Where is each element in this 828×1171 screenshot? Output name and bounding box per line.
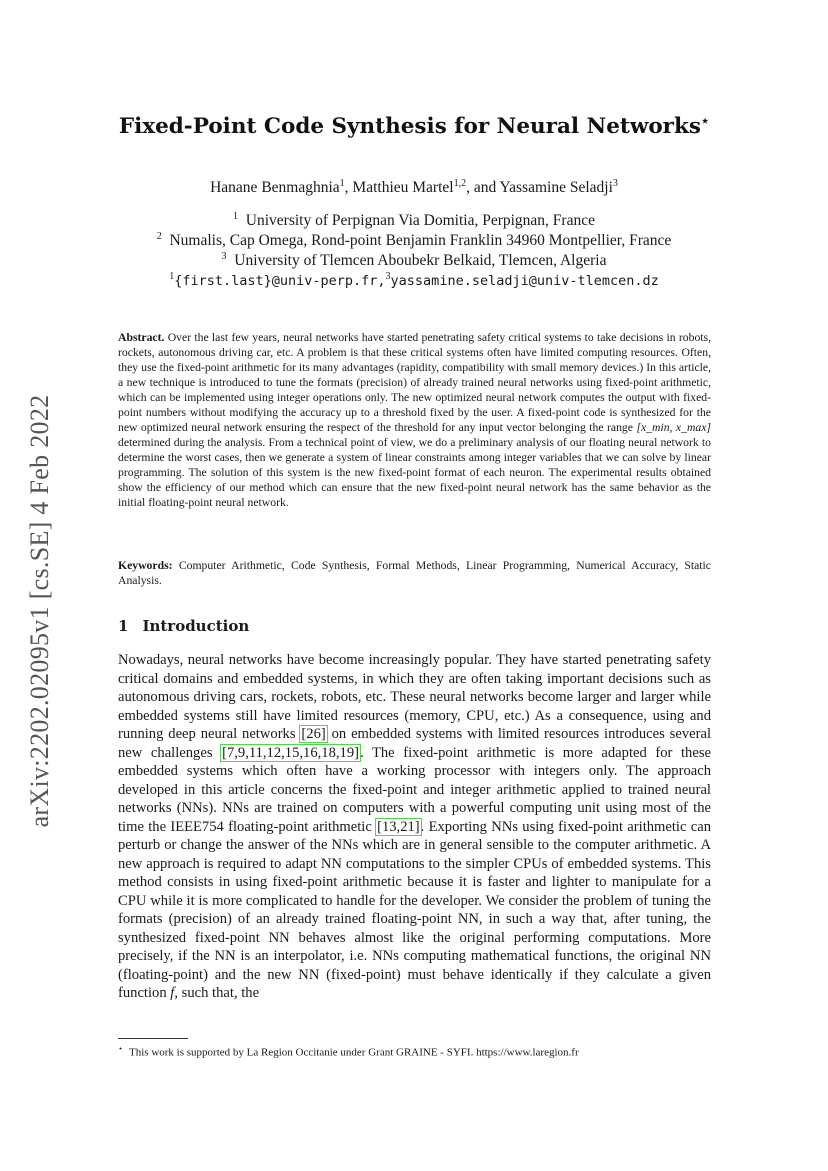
author-3-sup: 3 <box>612 178 618 189</box>
footnote-rule <box>118 1038 188 1039</box>
section-title: Introduction <box>142 617 250 635</box>
paper-title-text: Fixed-Point Code Synthesis for Neural Networks <box>118 114 701 140</box>
abstract-label: Abstract. <box>118 331 165 344</box>
title-footnote-mark: ⋆ <box>701 114 710 129</box>
math-f: f <box>170 985 175 1001</box>
footnote-mark: ⋆ <box>118 1044 124 1053</box>
citation-link-2[interactable]: [7,9,11,12,15,16,18,19] <box>222 744 359 761</box>
footnote <box>118 1044 718 1059</box>
body-text-5: , such that, the <box>174 985 260 1001</box>
body-text-4: . Exporting NNs using fixed-point arithmetic can perturb or change the answer of the NNs which are in general sensible to the computer arithmetic. A new approach is required to adapt NN computations to the simpler CPUs of embedded systems. This method consists in using fixed-point arithmetic because it is faster and lighter to manipulate for a CPU while it is more complicated to handle for the developer. We consider the problem of tuning the formats (precision) of an already trained floating-point NN, in such a way that, after tuning, the synthesized fixed-point NN behaves almost like the original performing computations. More precisely, if the NN is an interpolator, i.e. NNs computing mathematical functions, the original NN (floating-point) and the new NN (fixed-point) must behave identically if they calculate a given function <box>118 818 712 1001</box>
introduction-text <box>118 651 711 1003</box>
keywords-text: Computer Arithmetic, Code Synthesis, Formal Methods, Linear Programming, Numerical Accuracy, Static Analysis. <box>118 559 711 587</box>
footnote-text: This work is supported by La Region Occitanie under Grant GRAINE - SYFI. https://www.laregion.fr <box>129 1046 579 1059</box>
citation-link-3[interactable]: [13,21] <box>377 818 420 835</box>
abstract <box>118 330 711 510</box>
abstract-text-1: Over the last few years, neural networks have started penetrating safety critical systems to take decisions in robots, rockets, autonomous driving car, etc. A problem is that these critical systems often have limited computing resources. Often, they use the fixed-point arithmetic for its many advantages (rapidity, compatibility with small memory devices.) In this article, a new technique is introduced to tune the formats (precision) of already trained neural networks using fixed-point arithmetic, which can be implemented using integer operations only. The new optimized neural network computes the output with fixed-point numbers without modifying the accuracy up to a threshold fixed by the user. A fixed-point code is synthesized for the new optimized neural network ensuring the respect of the threshold for any input vector belonging the range <box>118 331 712 434</box>
affiliation-3-text: University of Tlemcen Aboubekr Belkaid, Tlemcen, Algeria <box>234 252 607 270</box>
author-2: , Matthieu Martel <box>344 179 454 197</box>
email-2-sup: 3 <box>385 271 391 282</box>
author-2-sup: 1,2 <box>453 178 467 189</box>
affiliation-2-sup: 2 <box>156 231 162 242</box>
affiliation-2-text: Numalis, Cap Omega, Rond-point Benjamin Franklin 34960 Montpellier, France <box>169 232 672 250</box>
affiliation-2 <box>0 231 828 250</box>
email-1-sup: 1 <box>169 271 175 282</box>
affiliation-1-text: University of Perpignan Via Domitia, Perpignan, France <box>245 212 595 230</box>
affiliation-3-sup: 3 <box>221 251 227 262</box>
arxiv-identifier <box>20 378 60 843</box>
paper-title <box>0 114 828 139</box>
body-text-1: Nowadays, neural networks have become increasingly popular. They have started penetrating safety critical domains and embedded systems, in which they are often taking important decisions such as autonomous driving cars, rockets, robots, etc. These neural networks become larger and larger while embedded systems still have limited resources (memory, CPU, etc.) As a consequence, using and running deep neural networks <box>118 652 711 742</box>
body-text-3: . The fixed-point arithmetic is more adapted for these embedded systems which often have a working processor with integers only. The approach developed in this article concerns the fixed-point and integer arithmetic applied to trained neural networks (NNs). NNs are trained on computers with a powerful computing unit using most of the time the IEEE754 floating-point arithmetic <box>118 744 711 835</box>
email-1: {first.last}@univ-perp.fr, <box>174 273 386 290</box>
affiliation-3 <box>0 251 828 270</box>
abstract-text-2: determined during the analysis. From a technical point of view, we do a preliminary analysis of our floating neural network to determine the worst cases, then we generate a system of linear constraints among integer variables that we can solve by linear programming. The solution of this system is the new fixed-point format of each neuron. The experimental results obtained show the efficiency of our method which can ensure that the new fixed-point neural network has the same behavior as the initial floating-point neural network. <box>118 436 711 509</box>
author-1: Hanane Benmaghnia <box>210 179 340 197</box>
section-number: 1 <box>118 617 129 635</box>
affiliation-1 <box>0 211 828 230</box>
keywords <box>118 558 711 588</box>
abstract-range: [x_min, x_max] <box>636 421 711 434</box>
body-text-2: on embedded systems with limited resources introduces several new challenges <box>118 726 711 761</box>
author-emails <box>0 271 828 290</box>
keywords-label: Keywords: <box>118 559 173 572</box>
author-3: , and Yassamine Seladji <box>466 179 613 197</box>
affiliation-1-sup: 1 <box>233 211 239 222</box>
email-2: yassamine.seladji@univ-tlemcen.dz <box>390 273 659 290</box>
arxiv-identifier-text: arXiv:2202.02095v1 [cs.SE] 4 Feb 2022 <box>25 394 54 827</box>
author-list <box>0 178 828 197</box>
citation-link-1[interactable]: [26] <box>301 726 326 742</box>
author-1-sup: 1 <box>339 178 345 189</box>
section-heading <box>118 617 249 635</box>
